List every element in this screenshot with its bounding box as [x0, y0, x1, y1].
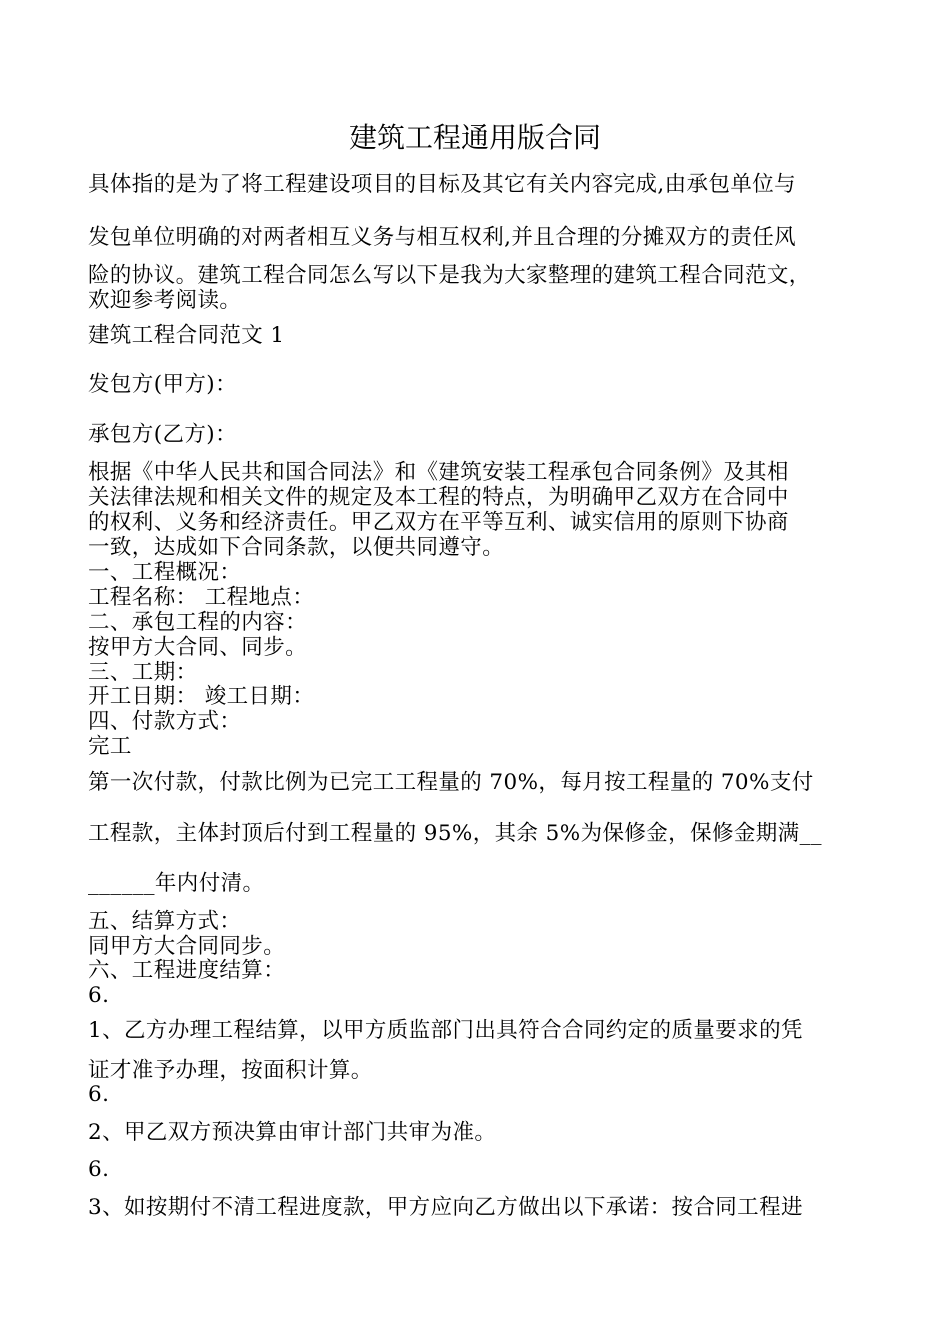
document-title: 建筑工程通用版合同 — [348, 121, 601, 154]
body-line: 发包单位明确的对两者相互义务与相互权利,并且合理的分摊双方的责任风 — [88, 225, 797, 250]
body-line: 一致，达成如下合同条款，以便共同遵守。 — [88, 535, 505, 560]
body-line: ______年内付清。 — [88, 871, 265, 896]
section-heading: 建筑工程合同范文 1 — [88, 323, 285, 348]
body-line: 开工日期： 竣工日期： — [88, 684, 315, 709]
body-line: 1、乙方办理工程结算，以甲方质监部门出具符合合同约定的质量要求的凭 — [88, 1018, 803, 1043]
body-line: 险的协议。建筑工程合同怎么写以下是我为大家整理的建筑工程合同范文， — [88, 263, 811, 288]
body-line: 第一次付款，付款比例为已完工工程量的 70%，每月按工程量的 70%支付 — [88, 770, 814, 795]
body-line: 6. — [88, 1157, 110, 1182]
body-line: 6. — [88, 1082, 110, 1107]
clause-heading: 二、承包工程的内容： — [88, 610, 308, 635]
clause-heading: 四、付款方式： — [88, 709, 242, 734]
party-a-label: 发包方(甲方)： — [88, 372, 237, 397]
clause-heading: 三、工期： — [88, 660, 198, 685]
body-line: 根据《中华人民共和国合同法》和《建筑安装工程承包合同条例》及其相 — [88, 460, 789, 485]
clause-heading: 六、工程进度结算： — [88, 958, 286, 983]
body-line: 证才准予办理，按面积计算。 — [88, 1058, 373, 1083]
body-line: 工程名称： 工程地点： — [88, 585, 315, 610]
party-b-label: 承包方(乙方)： — [88, 422, 237, 447]
body-line: 欢迎参考阅读。 — [88, 288, 242, 313]
body-line: 6. — [88, 983, 110, 1008]
body-line: 3、如按期付不清工程进度款，甲方应向乙方做出以下承诺：按合同工程进 — [88, 1195, 803, 1220]
body-line: 按甲方大合同、同步。 — [88, 635, 308, 660]
clause-heading: 五、结算方式： — [88, 909, 242, 934]
body-line: 工程款，主体封顶后付到工程量的 95%，其余 5%为保修金，保修金期满__ — [88, 821, 822, 846]
body-line: 关法律法规和相关文件的规定及本工程的特点，为明确甲乙双方在合同中 — [88, 485, 789, 510]
body-line: 具体指的是为了将工程建设项目的目标及其它有关内容完成,由承包单位与 — [88, 172, 797, 197]
body-line: 的权利、义务和经济责任。甲乙双方在平等互利、诚实信用的原则下协商 — [88, 510, 789, 535]
body-line: 完工 — [88, 734, 132, 759]
clause-heading: 一、工程概况： — [88, 560, 242, 585]
body-line: 同甲方大合同同步。 — [88, 934, 286, 959]
body-line: 2、甲乙双方预决算由审计部门共审为准。 — [88, 1120, 497, 1145]
